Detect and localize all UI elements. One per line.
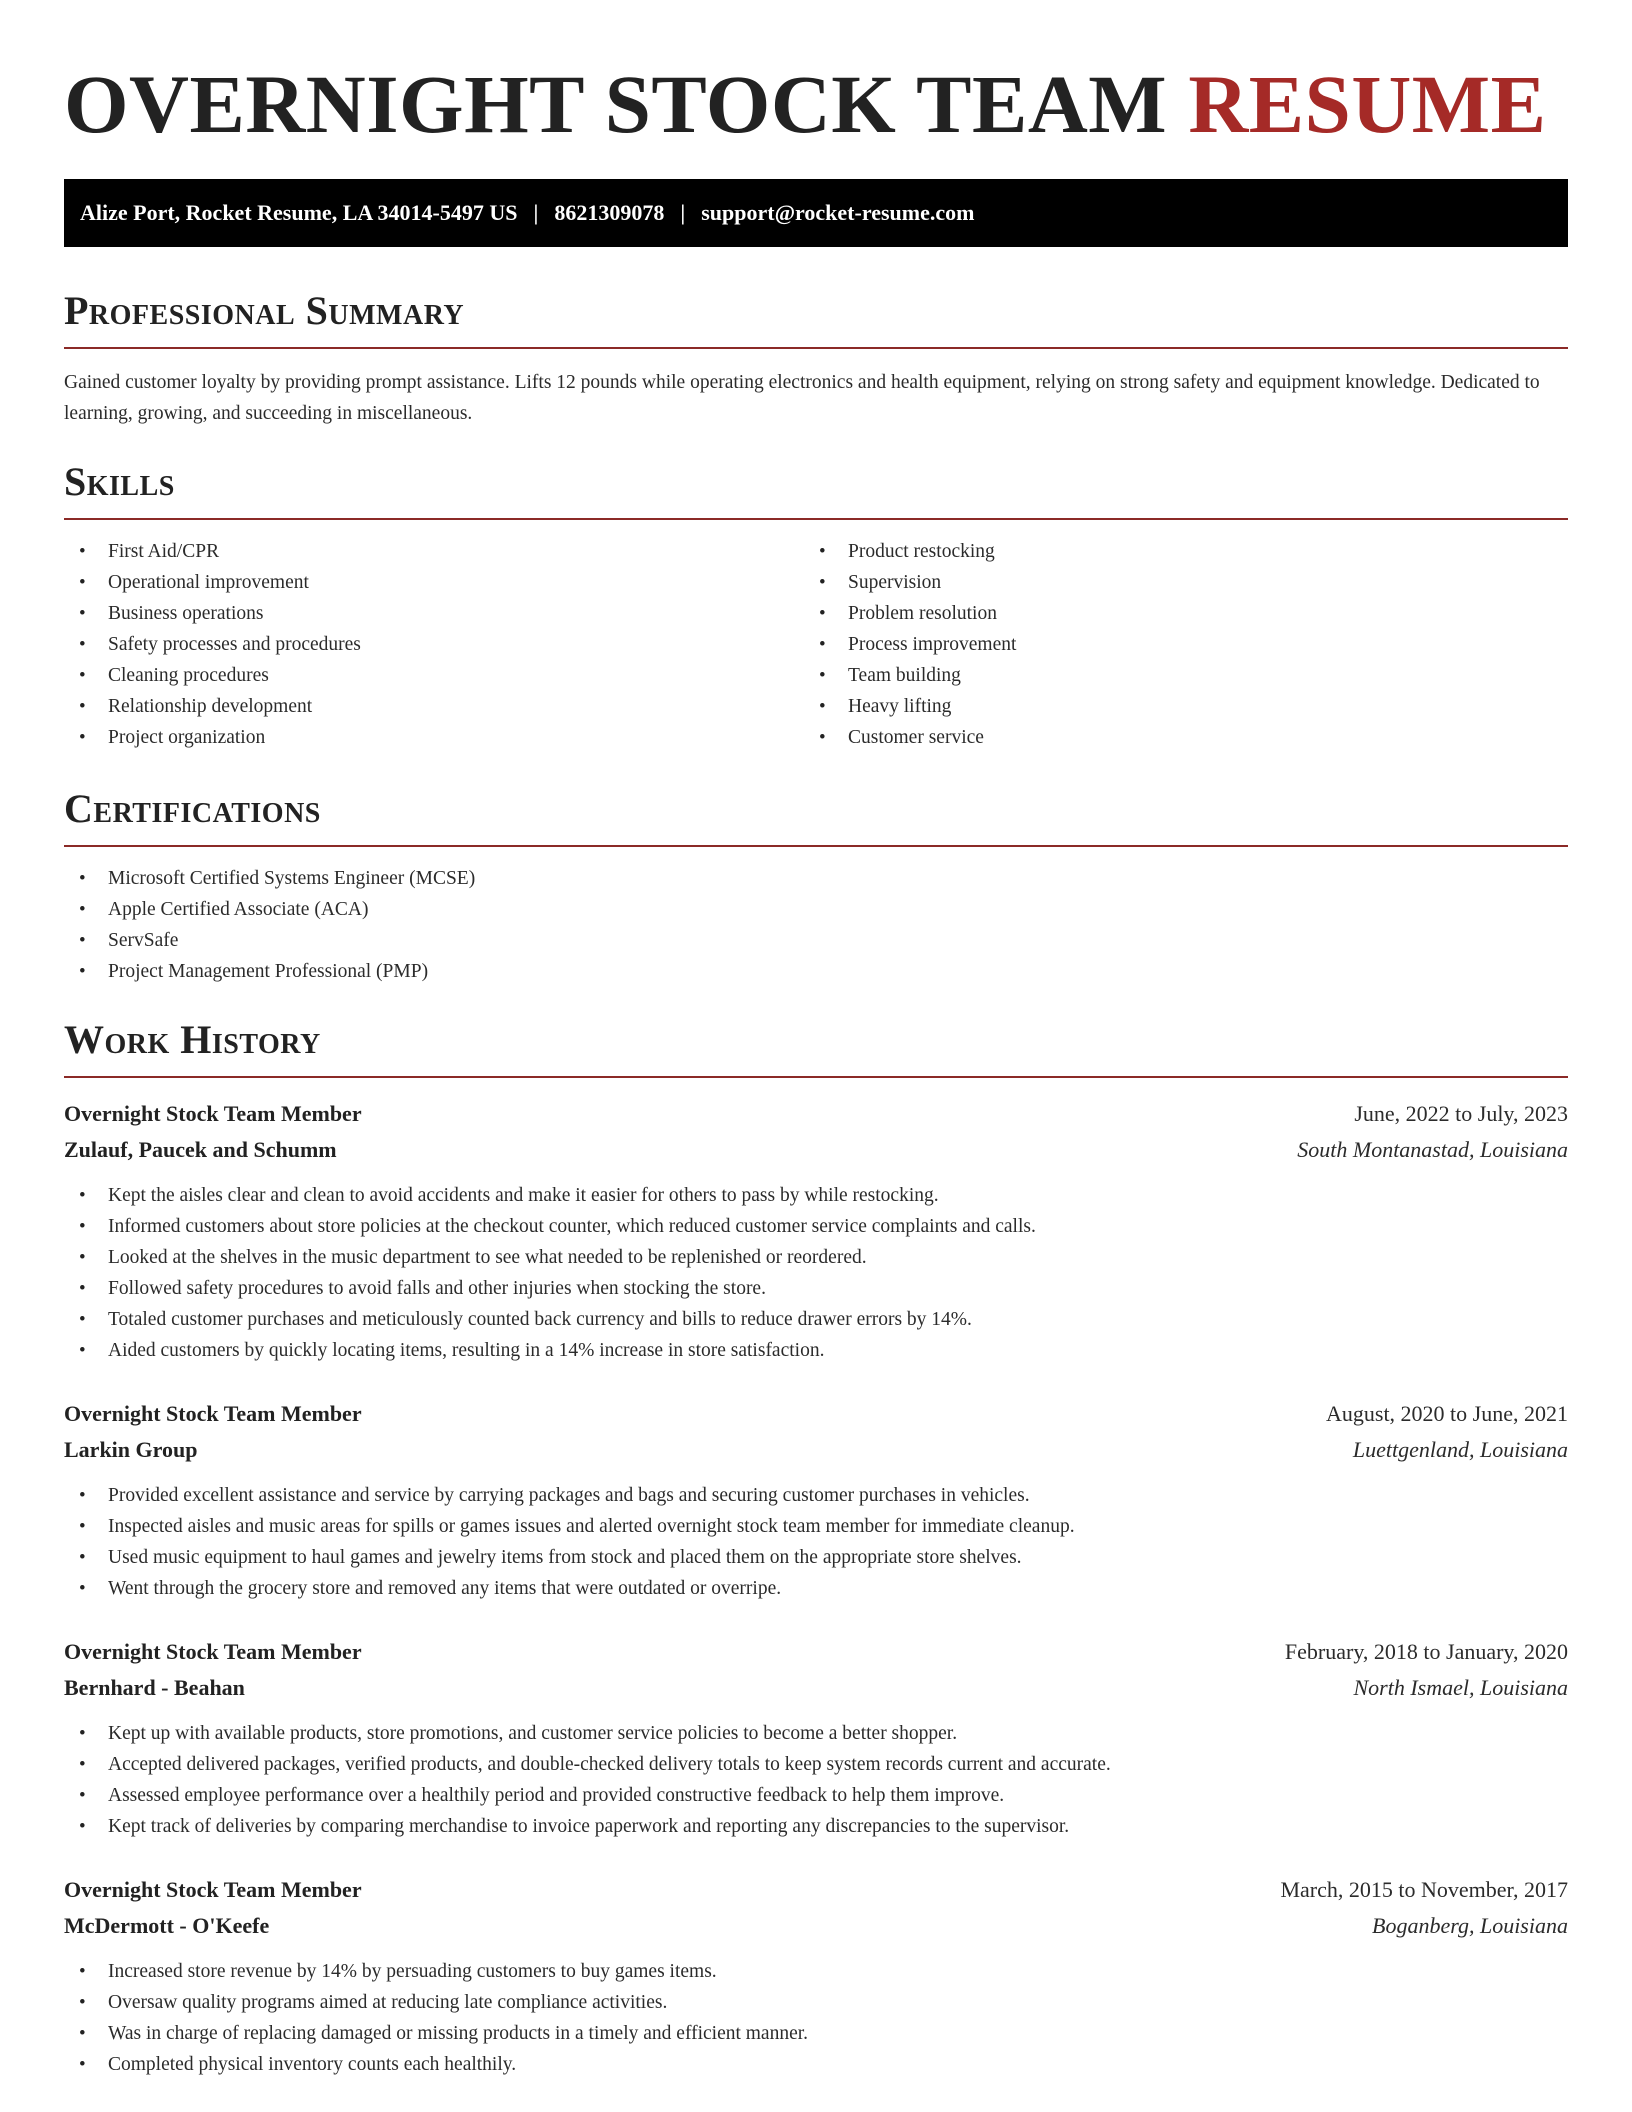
skill-list xyxy=(64,536,804,753)
job-duty-list xyxy=(64,1956,1568,2080)
title-accent: RESUME xyxy=(1188,58,1547,150)
summary-text: Gained customer loyalty by providing prompt assistance. Lifts 12 pounds while operating electronics and health equipment, relying on strong safety and equipment knowledge. Dedicated to learning, growing, and succeeding in miscellaneous. xyxy=(64,372,1540,424)
certification-item: • ServSafe xyxy=(64,925,1568,956)
job-duty-item: • Used music equipment to haul games and jewelry items from stock and placed them on the appropriate store shelves. xyxy=(64,1542,1568,1573)
job-duty-item: • Increased store revenue by 14% by persuading customers to buy games items. xyxy=(64,1956,1568,1987)
resume-title xyxy=(64,0,1568,152)
skill-item: • Business operations xyxy=(64,598,804,629)
contact-email: support@rocket-resume.com xyxy=(701,200,975,225)
job-duty-item: • Followed safety procedures to avoid falls and other injuries when stocking the store. xyxy=(64,1273,1568,1304)
job-duty-item: • Was in charge of replacing damaged or missing products in a timely and efficient manner. xyxy=(64,2018,1568,2049)
job-entry xyxy=(64,1872,1568,2080)
certification-item: • Microsoft Certified Systems Engineer (MCSE) xyxy=(64,863,1568,894)
section-heading: Work History xyxy=(64,1017,321,1062)
job-duty-item: • Inspected aisles and music areas for spills or games issues and alerted overnight stock team member for immediate cleanup. xyxy=(64,1511,1568,1542)
job-duty-item: • Aided customers by quickly locating items, resulting in a 14% increase in store satisfaction. xyxy=(64,1335,1568,1366)
contact-address: Alize Port, Rocket Resume, LA 34014-5497 US xyxy=(80,200,518,225)
job-duty-item: • Went through the grocery store and removed any items that were outdated or overripe. xyxy=(64,1573,1568,1604)
certification-list xyxy=(64,863,1568,987)
section-divider xyxy=(64,845,1568,847)
job-title: Overnight Stock Team Member xyxy=(64,1101,362,1126)
job-location: Boganberg, Louisiana xyxy=(1372,1913,1568,1938)
section-heading: Professional Summary xyxy=(64,288,465,333)
job-duty-item: • Totaled customer purchases and meticulously counted back currency and bills to reduce drawer errors by 14%. xyxy=(64,1304,1568,1335)
skill-item: • Team building xyxy=(804,660,1544,691)
skill-item: • First Aid/CPR xyxy=(64,536,804,567)
skill-item: • Problem resolution xyxy=(804,598,1544,629)
job-entry xyxy=(64,1634,1568,1842)
job-duty-item: • Kept the aisles clear and clean to avoid accidents and make it easier for others to pass by while restocking. xyxy=(64,1180,1568,1211)
title-main: OVERNIGHT STOCK TEAM xyxy=(64,58,1168,150)
job-duty-item: • Accepted delivered packages, verified products, and double-checked delivery totals to keep system records current and accurate. xyxy=(64,1749,1568,1780)
job-duty-item: • Completed physical inventory counts each healthily. xyxy=(64,2049,1568,2080)
job-duty-item: • Informed customers about store policies at the checkout counter, which reduced customer service complaints and calls. xyxy=(64,1211,1568,1242)
skill-item: • Relationship development xyxy=(64,691,804,722)
job-entry xyxy=(64,1396,1568,1604)
section-heading: Certifications xyxy=(64,786,321,831)
section-divider xyxy=(64,347,1568,349)
contact-bar xyxy=(64,179,1568,247)
certifications-section xyxy=(64,785,1568,987)
professional-summary-section xyxy=(64,287,1568,429)
certification-item: • Apple Certified Associate (ACA) xyxy=(64,894,1568,925)
job-title: Overnight Stock Team Member xyxy=(64,1877,362,1902)
job-duty-item: • Kept track of deliveries by comparing merchandise to invoice paperwork and reporting any discrepancies to the supervisor. xyxy=(64,1811,1568,1842)
job-duty-item: • Provided excellent assistance and service by carrying packages and bags and securing customer purchases in vehicles. xyxy=(64,1480,1568,1511)
skill-item: • Safety processes and procedures xyxy=(64,629,804,660)
job-entry xyxy=(64,1096,1568,1366)
work-history-section xyxy=(64,1016,1568,2080)
job-title: Overnight Stock Team Member xyxy=(64,1401,362,1426)
skill-item: • Operational improvement xyxy=(64,567,804,598)
job-location: North Ismael, Louisiana xyxy=(1353,1675,1568,1700)
skills-section xyxy=(64,458,1568,753)
job-duty-item: • Oversaw quality programs aimed at reducing late compliance activities. xyxy=(64,1987,1568,2018)
job-company: Zulauf, Paucek and Schumm xyxy=(64,1137,337,1162)
job-dates: June, 2022 to July, 2023 xyxy=(1354,1101,1568,1126)
skills-column-right xyxy=(804,536,1544,753)
skill-item: • Heavy lifting xyxy=(804,691,1544,722)
job-duty-item: • Kept up with available products, store promotions, and customer service policies to become a better shopper. xyxy=(64,1718,1568,1749)
job-duty-list xyxy=(64,1180,1568,1366)
section-divider xyxy=(64,1076,1568,1078)
section-heading: Skills xyxy=(64,459,175,504)
job-duty-list xyxy=(64,1480,1568,1604)
job-dates: February, 2018 to January, 2020 xyxy=(1284,1639,1568,1664)
job-location: South Montanastad, Louisiana xyxy=(1297,1137,1568,1162)
job-duty-list xyxy=(64,1718,1568,1842)
skill-item: • Customer service xyxy=(804,722,1544,753)
contact-phone: 8621309078 xyxy=(554,200,665,225)
skill-item: • Product restocking xyxy=(804,536,1544,567)
skill-item: • Process improvement xyxy=(804,629,1544,660)
job-title: Overnight Stock Team Member xyxy=(64,1639,362,1664)
job-company: Larkin Group xyxy=(64,1437,198,1462)
job-location: Luettgenland, Louisiana xyxy=(1352,1437,1568,1462)
job-dates: March, 2015 to November, 2017 xyxy=(1280,1877,1568,1902)
certification-item: • Project Management Professional (PMP) xyxy=(64,956,1568,987)
skill-item: • Cleaning procedures xyxy=(64,660,804,691)
job-duty-item: • Looked at the shelves in the music department to see what needed to be replenished or reordered. xyxy=(64,1242,1568,1273)
skills-column-left xyxy=(64,536,804,753)
job-dates: August, 2020 to June, 2021 xyxy=(1326,1401,1568,1426)
job-company: McDermott - O'Keefe xyxy=(64,1913,270,1938)
skill-list xyxy=(804,536,1544,753)
skill-item: • Supervision xyxy=(804,567,1544,598)
skill-item: • Project organization xyxy=(64,722,804,753)
job-company: Bernhard - Beahan xyxy=(64,1675,245,1700)
section-divider xyxy=(64,518,1568,520)
contact-separator: | xyxy=(680,200,686,225)
job-duty-item: • Assessed employee performance over a healthily period and provided constructive feedback to help them improve. xyxy=(64,1780,1568,1811)
contact-separator: | xyxy=(533,200,539,225)
